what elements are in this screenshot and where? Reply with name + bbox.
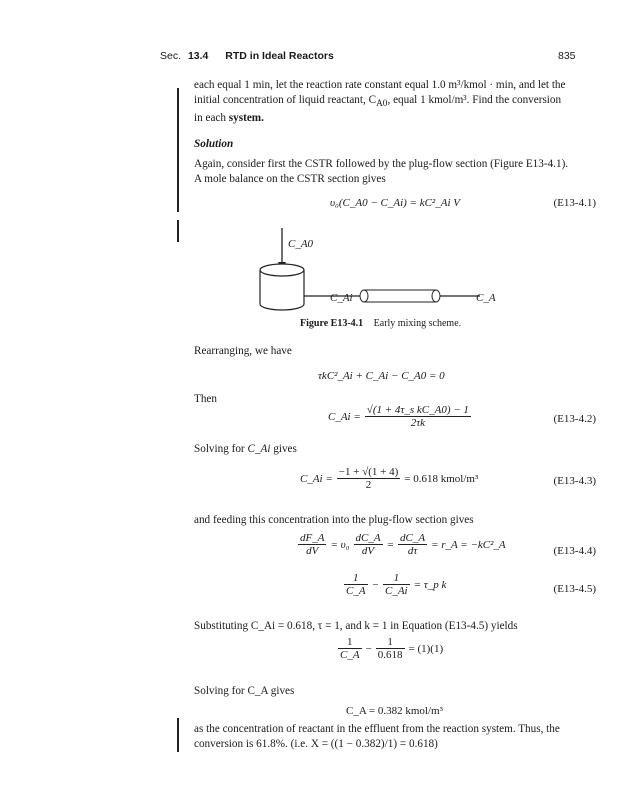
intro-line-2: initial concentration of liquid reactant, $C_{A0}$, equal 1 kmol/m³. Find the conversion [194, 93, 562, 109]
equation-number-e13-4-1: (E13-4.1) [553, 197, 596, 209]
conclusion-paragraph: as the concentration of reactant in the effluent from the reaction system. Thus, the conversion is 61.8%. (i.e. X = ((1 − 0.382)/1) = 0.618) [194, 723, 560, 750]
feeding-text: and feeding this concentration into the plug-flow section gives [194, 514, 474, 526]
section-title: RTD in Ideal Reactors [225, 50, 334, 62]
equation-number-e13-4-4: (E13-4.4) [553, 545, 596, 557]
label-ca0: C_A0 [288, 238, 314, 250]
equation-e13-4-1: υ₀(C_A0 − C_Ai) = kC²_Ai V [330, 197, 460, 209]
substituting-text: Substituting C_Ai = 0.618, τ = 1, and k = 1 in Equation (E13-4.5) yields [194, 620, 518, 632]
equation-number-e13-4-3: (E13-4.3) [553, 475, 596, 487]
cstr-top [260, 264, 304, 276]
change-bar-top-2 [177, 220, 179, 242]
solution-heading: Solution [194, 138, 234, 150]
equation-e13-4-4: $\frac{dF\_A}{dV}$ = υ₀ $\frac{dC\_A}{dV}$ = $\frac{dC\_A}{d\tau}$ = r_A = −kC²_A [300, 532, 506, 557]
figure-early-mixing-diagram [240, 226, 530, 326]
section-number: 13.4 [187, 50, 209, 62]
equation-e13-4-3: C_Ai = $\frac{-1 + √(1 + 4)}{2}$ = 0.618 kmol/m³ [300, 466, 479, 491]
then-text: Then [194, 393, 217, 405]
label-ca: C_A [476, 292, 496, 304]
intro-paragraph [194, 78, 586, 126]
figure-caption: Figure E13-4.1 Early mixing scheme. [300, 318, 462, 329]
solution-paragraph: Again, consider first the CSTR followed by the plug-flow section (Figure E13-4.1). A mole balance on the CSTR section gives [194, 158, 569, 185]
intro-line-1: each equal 1 min, let the reaction rate constant equal 1.0 m³/kmol · min, and let the [194, 79, 566, 91]
rearranging-text: Rearranging, we have [194, 345, 292, 357]
section-prefix: Sec. [160, 50, 182, 62]
running-header [160, 50, 334, 62]
equation-number-e13-4-2: (E13-4.2) [553, 413, 596, 425]
change-bar-bottom [177, 718, 179, 752]
equation-substituted: $\frac{1}{C\_A}$ − $\frac{1}{0.618}$ = (1)(1) [340, 636, 444, 661]
solving-cai-text: Solving for C_Ai gives [194, 443, 297, 455]
pfr-outlet-end [432, 290, 440, 302]
equation-number-e13-4-5: (E13-4.5) [553, 583, 596, 595]
equation-e13-4-5: $\frac{1}{C\_A}$ − $\frac{1}{C\_Ai}$ = τ_p k [346, 572, 447, 597]
quadratic-equation: τkC²_Ai + C_Ai − C_A0 = 0 [318, 370, 445, 382]
pfr-inlet-end [360, 290, 368, 302]
equation-e13-4-2: C_Ai = $\frac{\text{√(1 + 4τ\_s kC\_A0) − 1}}{2\tau k}$ [328, 404, 469, 429]
change-bar-top [177, 88, 179, 212]
label-cai: C_Ai [330, 292, 353, 304]
solving-ca-text: Solving for C_A gives [194, 685, 295, 697]
page-number: 835 [558, 50, 576, 62]
result-ca: C_A = 0.382 kmol/m³ [346, 705, 443, 717]
intro-line-3: in each system. [194, 112, 264, 125]
